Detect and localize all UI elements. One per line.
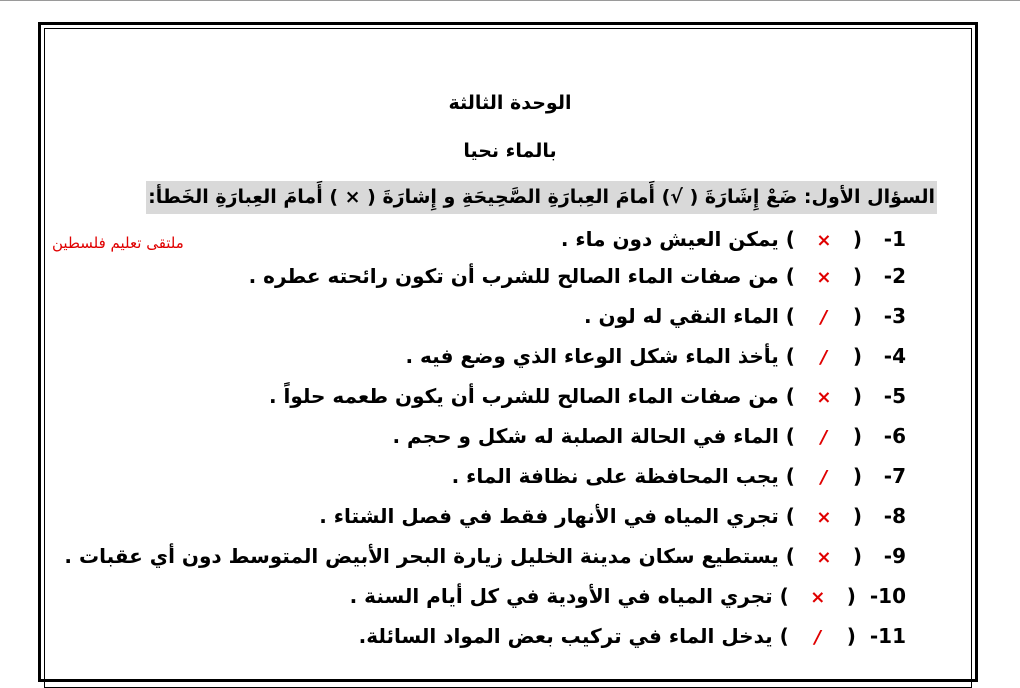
answer-paren-close: ) xyxy=(778,304,795,328)
question-number: 11- xyxy=(869,624,906,648)
answer-mark[interactable]: × xyxy=(816,507,832,528)
question-item xyxy=(452,458,906,494)
question-text: يأخذ الماء شكل الوعاء الذي وضع فيه . xyxy=(405,344,779,368)
answer-mark[interactable]: × xyxy=(810,587,826,608)
answer-paren-close: ) xyxy=(778,227,795,251)
answer-paren-open: ( xyxy=(852,264,876,288)
question-text: يجب المحافظة على نظافة الماء . xyxy=(451,464,779,488)
answer-mark[interactable]: / xyxy=(820,427,828,448)
question-number: 9- xyxy=(883,544,906,568)
answer-paren-open: ( xyxy=(852,424,876,448)
answer-paren-open: ( xyxy=(852,227,876,251)
answer-paren-close: ) xyxy=(778,344,795,368)
answer-paren-open: ( xyxy=(852,544,876,568)
question-item xyxy=(350,578,906,614)
answer-paren-close: ) xyxy=(778,544,795,568)
answer-paren-close: ) xyxy=(778,504,795,528)
question-item xyxy=(64,538,906,574)
question-instruction: السؤال الأول: ضَعْ إِشَارَةَ ( √) أَمامَ العِبارَةِ الصَّحِيحَةِ و إِشارَةَ ( × ) أَمامَ العِبارَةِ الخَطأ: xyxy=(146,181,937,214)
question-number: 7- xyxy=(883,464,906,488)
question-number: 8- xyxy=(883,504,906,528)
question-text: يمكن العيش دون ماء . xyxy=(560,227,779,251)
question-item xyxy=(249,258,906,294)
question-text: يدخل الماء في تركيب بعض المواد السائلة. xyxy=(358,624,773,648)
question-text: من صفات الماء الصالح للشرب أن تكون رائحته عطره . xyxy=(248,264,779,288)
question-item xyxy=(319,498,906,534)
question-text: الماء في الحالة الصلبة له شكل و حجم . xyxy=(392,424,779,448)
watermark-text: ملتقى تعليم فلسطين xyxy=(52,234,184,252)
question-number: 5- xyxy=(883,384,906,408)
answer-mark[interactable]: / xyxy=(820,307,828,328)
answer-paren-close: ) xyxy=(778,464,795,488)
answer-paren-open: ( xyxy=(846,584,870,608)
answer-paren-open: ( xyxy=(852,384,876,408)
answer-paren-close: ) xyxy=(772,584,789,608)
answer-paren-close: ) xyxy=(778,424,795,448)
lesson-title: بالماء نحيا xyxy=(463,140,557,162)
answer-mark[interactable]: × xyxy=(816,230,832,251)
question-item xyxy=(584,298,906,334)
question-text: الماء النقي له لون . xyxy=(583,304,779,328)
answer-paren-open: ( xyxy=(852,464,876,488)
answer-paren-close: ) xyxy=(778,384,795,408)
answer-paren-open: ( xyxy=(846,624,870,648)
answer-paren-open: ( xyxy=(852,344,876,368)
question-number: 4- xyxy=(883,344,906,368)
question-text: تجري المياه في الأودية في كل أيام السنة . xyxy=(349,584,773,608)
answer-paren-open: ( xyxy=(852,304,876,328)
answer-mark[interactable]: × xyxy=(816,547,832,568)
answer-mark[interactable]: / xyxy=(814,627,822,648)
question-number: 3- xyxy=(883,304,906,328)
top-rule xyxy=(0,0,1020,1)
answer-mark[interactable]: × xyxy=(816,267,832,288)
question-item xyxy=(405,338,906,374)
answer-mark[interactable]: / xyxy=(820,347,828,368)
question-item xyxy=(561,221,906,257)
question-text: يستطيع سكان مدينة الخليل زيارة البحر الأبيض المتوسط دون أي عقبات . xyxy=(64,544,779,568)
question-number: 6- xyxy=(883,424,906,448)
answer-paren-close: ) xyxy=(772,624,789,648)
question-item xyxy=(359,618,906,654)
answer-mark[interactable]: / xyxy=(820,467,828,488)
question-number: 2- xyxy=(883,264,906,288)
question-number: 1- xyxy=(883,227,906,251)
question-item xyxy=(269,378,906,414)
answer-mark[interactable]: × xyxy=(816,387,832,408)
unit-title: الوحدة الثالثة xyxy=(448,92,572,114)
question-number: 10- xyxy=(869,584,906,608)
question-text: تجري المياه في الأنهار فقط في فصل الشتاء . xyxy=(319,504,779,528)
question-text: من صفات الماء الصالح للشرب أن يكون طعمه حلواً . xyxy=(268,384,779,408)
question-item xyxy=(392,418,906,454)
answer-paren-open: ( xyxy=(852,504,876,528)
answer-paren-close: ) xyxy=(778,264,795,288)
